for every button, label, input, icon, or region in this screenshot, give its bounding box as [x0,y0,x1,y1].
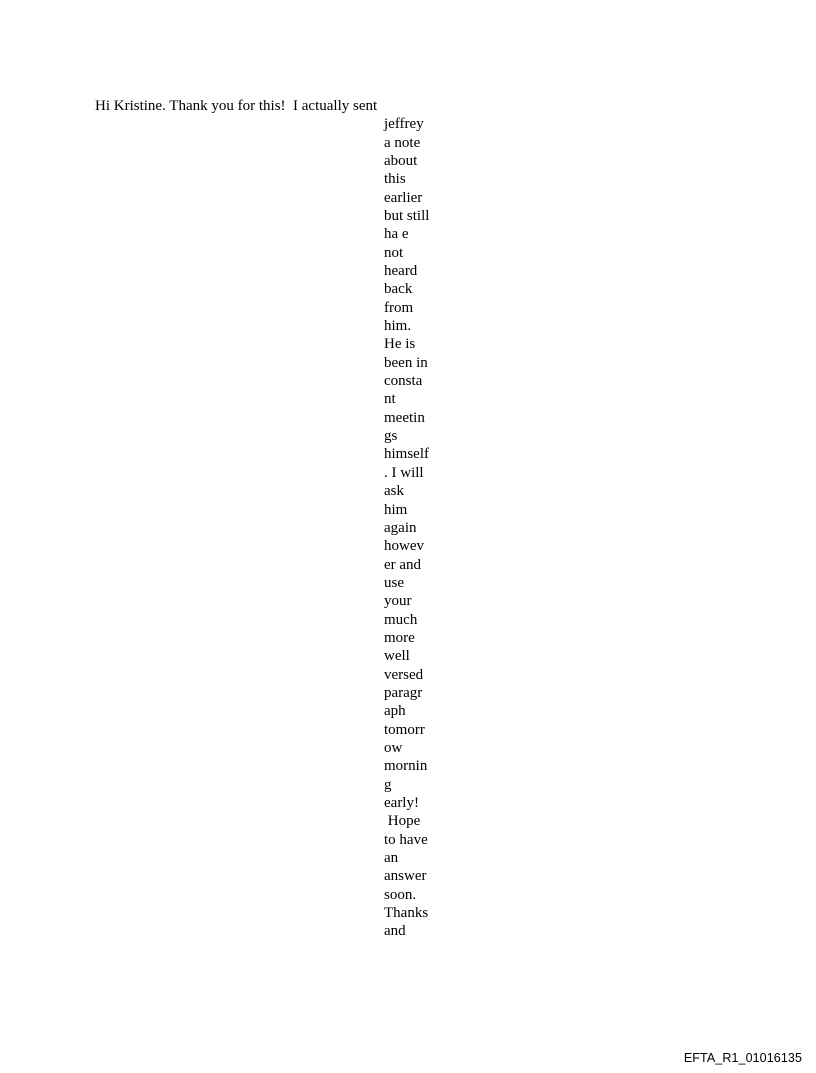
body-line: er and [384,556,422,573]
body-line: nt [384,391,396,408]
body-line: him. [384,318,412,335]
body-line: g [384,776,392,793]
document-id-stamp: EFTA_R1_01016135 [683,1051,802,1065]
body-line: him [384,501,408,518]
body-line: aph [384,703,406,720]
body-line: back [384,281,413,298]
body-line: an [384,850,399,867]
body-line: soon. [384,886,417,903]
body-line: meetin [384,409,425,426]
body-line: this [384,171,406,188]
body-line: ask [384,483,404,500]
body-line: not [384,244,404,261]
body-line: again [384,519,417,536]
body-line: himself [384,446,429,463]
body-line: Hope [384,813,421,830]
body-line: been in [384,354,428,371]
body-line: paragr [384,684,423,701]
body-line: answer [384,868,427,885]
body-line: well [384,648,410,665]
body-line: ow [384,739,403,756]
body-line: much [384,611,418,628]
body-line: jeffrey [384,116,424,133]
body-line: gs [384,428,398,445]
body-line: from [384,299,414,316]
body-line: tomorr [384,721,425,738]
body-line: versed [384,666,424,683]
body-line: He is [384,336,416,353]
body-line: consta [384,373,423,390]
body-line: early! [384,795,419,812]
body-line: about [384,152,418,169]
body-line: . I will [384,464,424,481]
body-line: but still [384,208,430,225]
body-line: your [384,593,412,610]
body-line: a note [384,134,421,151]
body-line: heard [384,263,418,280]
body-line: and [384,923,406,940]
message-first-line: Hi Kristine. Thank you for this! I actually sent [95,98,378,114]
message-body-column [384,115,444,940]
body-line: mornin [384,758,428,775]
body-line: to have [384,831,428,848]
body-line: more [384,629,415,646]
body-line: ha e [384,226,409,243]
body-line: howev [384,538,424,555]
body-line: earlier [384,189,423,206]
body-line: use [384,574,404,591]
body-line: Thanks [384,905,429,922]
